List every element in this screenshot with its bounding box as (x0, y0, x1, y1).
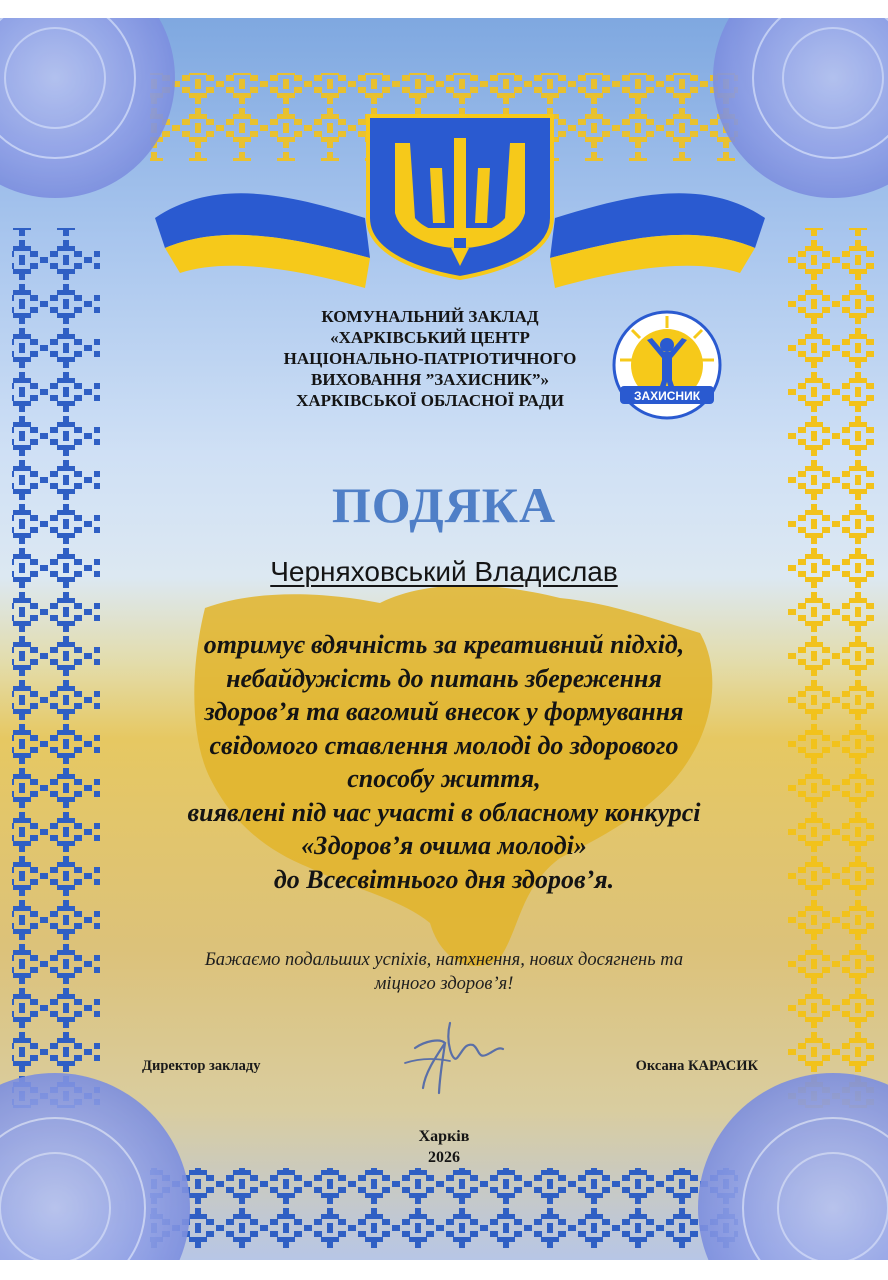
gratitude-line: небайдужість до питань збереження (226, 663, 662, 693)
certificate-background (0, 18, 888, 1260)
organization-line: ВИХОВАННЯ ”ЗАХИСНИК”» (310, 370, 550, 389)
certificate-title: ПОДЯКА (331, 477, 557, 533)
gratitude-line: отримує вдячність за креативний підхід, (203, 630, 685, 659)
signatory-position: Директор закладу (142, 1058, 261, 1074)
organization-line: КОМУНАЛЬНИЙ ЗАКЛАД (321, 307, 539, 326)
organization-line: ХАРКІВСЬКОЇ ОБЛАСНОЇ РАДИ (296, 391, 564, 410)
wishes-line: міцного здоров’я! (374, 974, 514, 994)
organization-name (230, 306, 630, 411)
gratitude-line: виявлені під час участі в обласному конкурсі (187, 797, 701, 827)
logo-label: ЗАХИСНИК (633, 389, 701, 403)
place-and-year (0, 1126, 888, 1168)
year: 2026 (428, 1149, 460, 1166)
signature-icon (395, 1003, 505, 1103)
gratitude-line: «Здоров’я очима молоді» (301, 831, 587, 860)
gratitude-line: до Всесвітнього дня здоров’я. (273, 864, 615, 894)
gratitude-line: здоров’я та вагомий внесок у формування (204, 697, 684, 726)
organization-line: «ХАРКІВСЬКИЙ ЦЕНТР (330, 328, 530, 347)
organization-line: НАЦІОНАЛЬНО-ПАТРІОТИЧНОГО (283, 349, 577, 368)
zakhysnyk-logo-icon (612, 310, 722, 420)
gratitude-line: способу життя, (347, 764, 541, 793)
gratitude-text (60, 628, 828, 896)
recipient-name (0, 556, 888, 588)
wishes-line: Бажаємо подальших успіхів, натхнення, нових досягнень та (204, 950, 684, 970)
recipient-name-text: Черняховський Владислав (270, 556, 618, 587)
trident-coat-of-arms-icon (155, 98, 765, 288)
gratitude-line: свідомого ставлення молоді до здорового (209, 730, 679, 760)
place: Харків (418, 1128, 470, 1145)
signatory-name: Оксана КАРАСИК (635, 1058, 758, 1074)
wishes-text (60, 948, 828, 996)
